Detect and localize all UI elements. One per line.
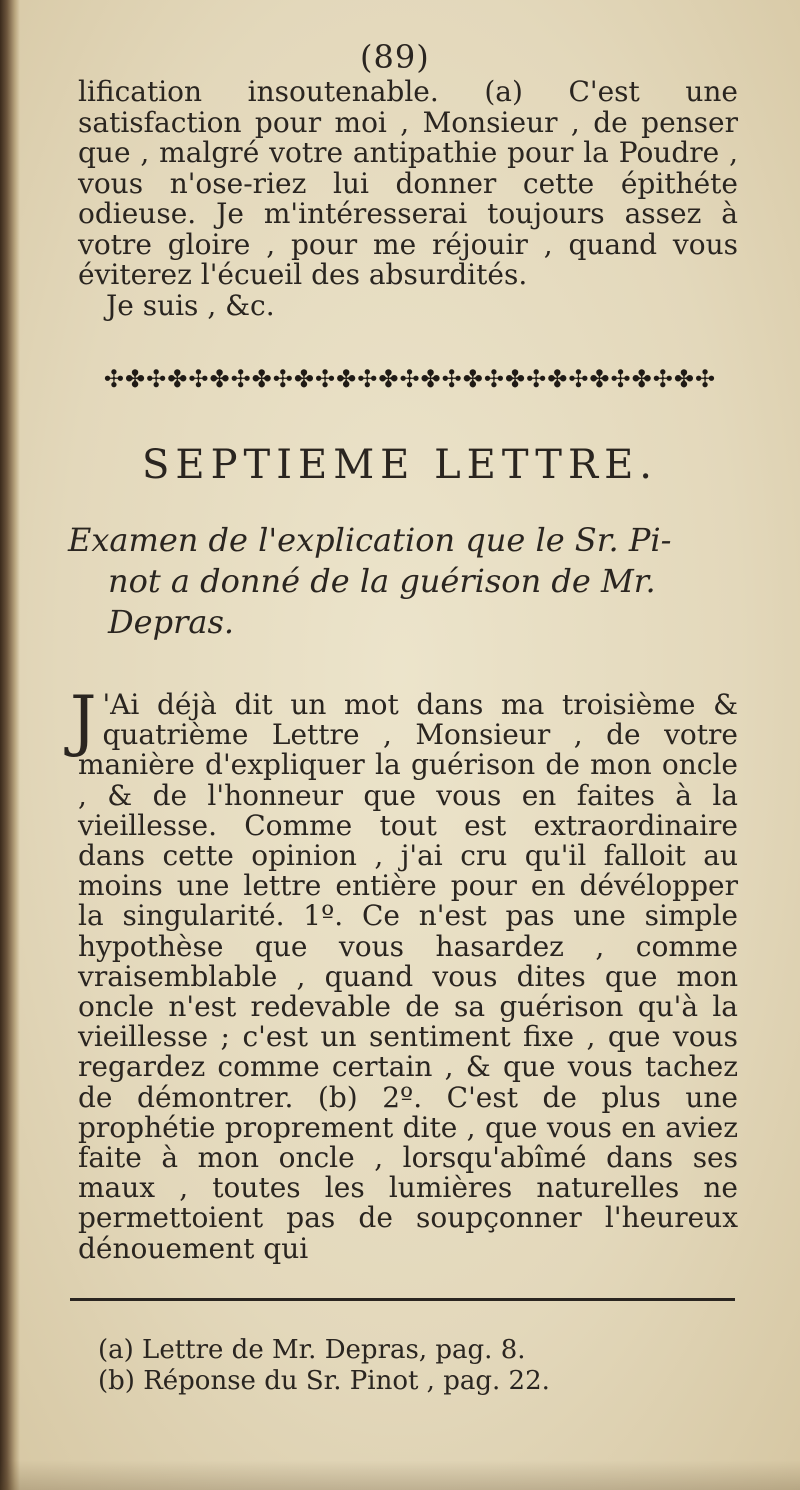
footnote-rule <box>70 1298 735 1301</box>
drop-cap: J <box>70 682 97 759</box>
body-text: 'Ai déjà dit un mot dans ma troisième & quatrième Lettre , Monsieur , de votre manière d'expliquer la guérison de mon oncle , & de l'honneur que vous en faites à la vieillesse. Comme tout est extraordinaire dans cette opinion , j'ai cru qu'il falloit au moins une lettre entière pour en dévélopper la singularité. 1º. Ce n'est pas une simple hypothèse que vous hasardez , comme vraisemblable , quand vous dites que mon oncle n'est redevable de sa guérison qu'à la vieillesse ; c'est un sentiment fixe , que vous regardez comme certain , & que vous tachez de démontrer. (b) 2º. C'est de plus une prophétie proprement dite , que vous en aviez faite à mon oncle , lorsqu'abîmé dans ses maux , toutes les lumières naturelles ne permettoient pas de soupçonner l'heureux dénouement qui <box>78 688 738 1265</box>
body-paragraph <box>70 682 738 1265</box>
page-number: (89) <box>360 38 430 76</box>
footnote-a: (a) Lettre de Mr. Depras, pag. 8. <box>98 1335 526 1365</box>
letter-heading: SEPTIEME LETTRE. <box>142 442 658 488</box>
footnotes <box>98 1335 738 1397</box>
page-edge-shadow <box>0 1460 800 1490</box>
subtitle-line-3: Depras. <box>108 603 235 641</box>
ornament-divider: ✣✤✣✤✣✤✣✤✣✤✣✤✣✤✣✤✣✤✣✤✣✤✣✤✣✤✣✤✣ <box>103 365 717 393</box>
intro-text: lification insoutenable. (a) C'est une satisfaction pour moi , Monsieur , de penser que , malgré votre antipathie pour la Poudre , vous n'ose-riez lui donner cette épithéte odieuse. Je m'intéresserai toujours assez à votre gloire , pour me réjouir , quand vous éviterez l'écueil des absurdités. <box>78 75 738 291</box>
intro-paragraph <box>78 77 738 321</box>
letter-subtitle <box>68 520 748 643</box>
footnote-b: (b) Réponse du Sr. Pinot , pag. 22. <box>98 1366 550 1396</box>
book-spine <box>0 0 20 1490</box>
subtitle-line-2: not a donné de la guérison de Mr. <box>108 562 656 600</box>
subtitle-line-1: Examen de l'explication que le Sr. Pi- <box>68 521 672 559</box>
closing-salutation: Je suis , &c. <box>106 288 275 322</box>
